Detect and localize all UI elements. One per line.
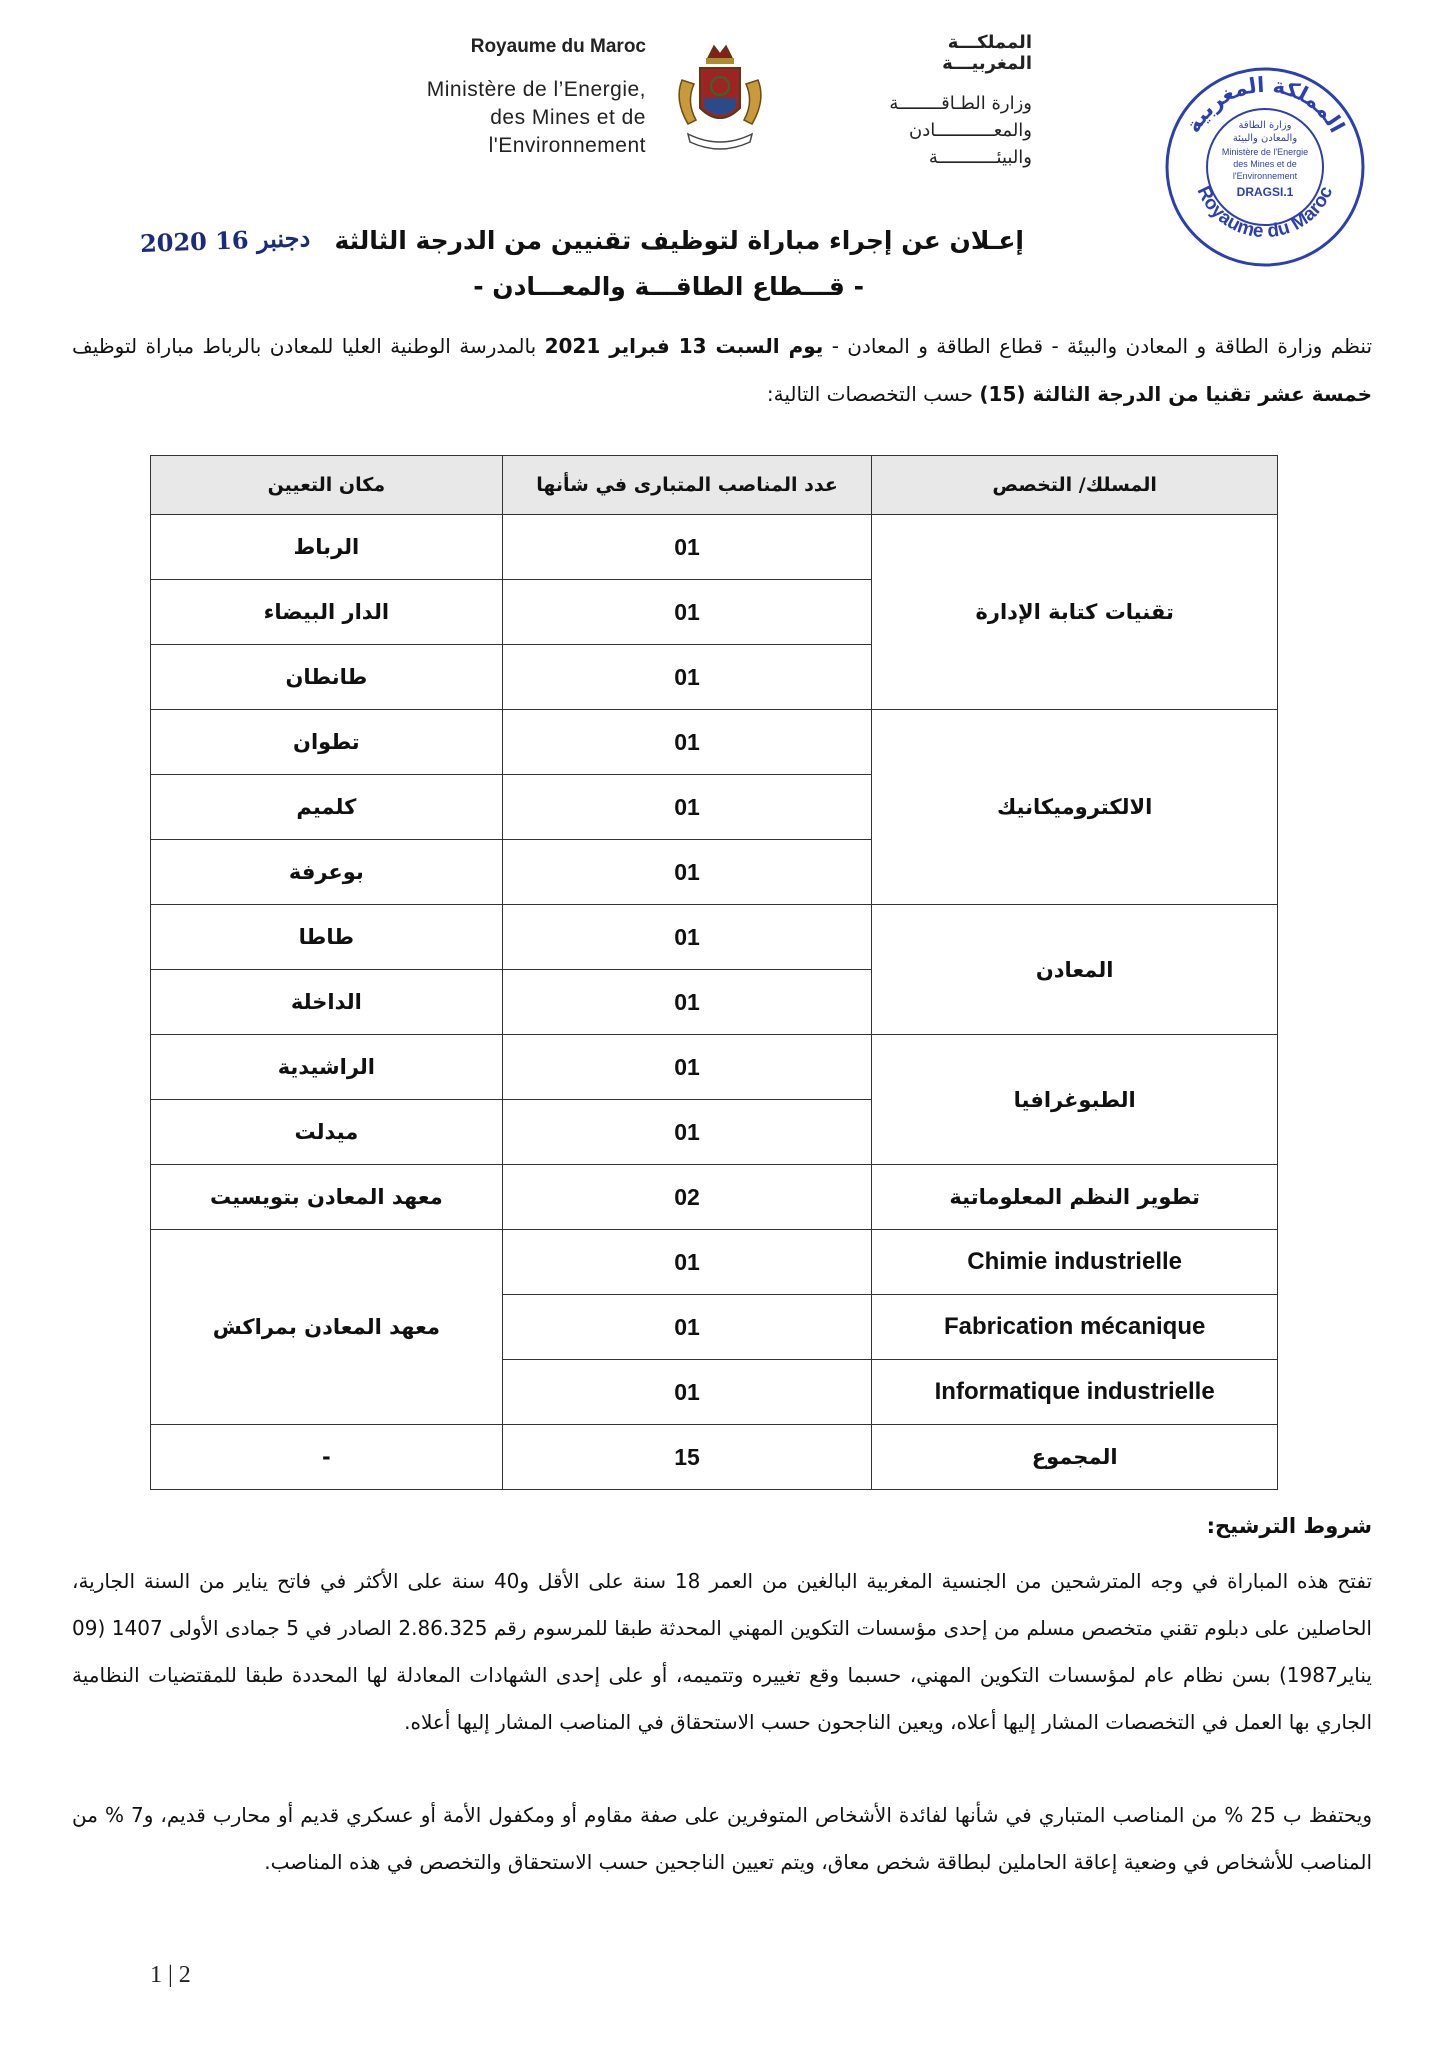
ministry-line-1: Ministère de l’Energie, [426,78,646,101]
count-cell: 01 [502,1295,872,1360]
exam-date: يوم السبت 13 فبراير 2021 [544,334,824,358]
table-row [151,710,1278,775]
specialty-cell: Informatique industrielle [872,1360,1278,1425]
location-cell: بوعرفة [151,840,503,905]
stamp-inner-2: والمعادن والبيئة [1232,133,1298,144]
location-cell: ميدلت [151,1100,503,1165]
ministry-header-fr [400,36,646,160]
ministry-line-3: l'Environnement [488,134,646,157]
stamp-inner-4: des Mines et de [1233,159,1297,169]
count-cell: 01 [502,840,872,905]
announcement-title: إعـلان عن إجراء مباراة لتوظيف تقنيين من الدرجة الثالثة [334,226,1024,255]
location-cell: الرباط [151,515,503,580]
total-count: 15 [502,1425,872,1490]
intro-paragraph [72,322,1372,418]
count-cell: 01 [502,1230,872,1295]
stamp-bottom-text: Royaume du Maroc [1192,183,1338,243]
intro-text-2a: للمعادن بالرباط مباراة لتوظيف [72,334,334,358]
count-cell: 01 [502,1035,872,1100]
intro-text-1a: تنظم وزارة الطاقة و المعادن والبيئة - قطاع الطاقة و المعادن - [831,334,1373,358]
announcement-subtitle: - قـــطاع الطاقـــة والمعـــادن - [473,272,864,301]
conditions-heading: شروط الترشيح: [1206,1514,1372,1538]
location-cell: طانطان [151,645,503,710]
kingdom-name-fr: Royaume du Maroc [470,36,646,57]
header-location: مكان التعيين [151,456,503,515]
table-header-row [151,456,1278,515]
specialty-cell: تطوير النظم المعلوماتية [872,1165,1278,1230]
count-cell: 02 [502,1165,872,1230]
count-cell: 01 [502,970,872,1035]
conditions-paragraph-2: ويحتفظ ب 25 % من المناصب المتباري في شأنها لفائدة الأشخاص المتوفرين على صفة مقاوم أو ومكفول الأمة أو عسكري قديم أو محارب قديم، و7 % من المناصب للأشخاص في وضعية إعاقة الحاملين لبطاقة شخص معاق، ويتم تعيين الناجحين حسب الاستحقاق والتخصص في هذه المناصب. [72,1803,1372,1874]
specialty-cell: تقنيات كتابة الإدارة [872,515,1278,710]
ministry-line-2: des Mines et de [490,106,646,129]
handwritten-date: 2020 16 دجنبر [139,223,311,258]
location-cell: كلميم [151,775,503,840]
count-cell: 01 [502,710,872,775]
table-row [151,1165,1278,1230]
specialty-cell: المعادن [872,905,1278,1035]
header-count: عدد المناصب المتبارى في شأنها [502,456,872,515]
specialty-cell: الطبوغرافيا [872,1035,1278,1165]
table-row [151,515,1278,580]
location-cell: معهد المعادن بتويسيت [151,1165,503,1230]
location-cell: الدار البيضاء [151,580,503,645]
coat-of-arms-icon [660,40,780,160]
positions-table [150,455,1278,1490]
ministry-line-ar-3: والبيئـــــــــــة [928,147,1032,168]
stamp-code: DRAGSI.1 [1236,185,1294,199]
location-cell: الراشيدية [151,1035,503,1100]
total-label: المجموع [872,1425,1278,1490]
count-cell: 01 [502,1360,872,1425]
count-cell: 01 [502,515,872,580]
conditions-paragraph-1: تفتح هذه المباراة في وجه المترشحين من الجنسية المغربية البالغين من العمر 18 سنة على الأقل و40 سنة على الأكثر في فاتح يناير من السنة الجارية، الحاصلين على دبلوم تقني متخصص مسلم من إحدى مؤسسات التكوين المهني المحدثة طبقا للمرسوم رقم 2.86.325 الصادر في 5 جمادى الأولى 1407 (09 يناير1987) بسن نظام عام لمؤسسات التكوين المهني، حسبما وقع تغييره وتتميمه، أو على إحدى الشهادات المعادلة لها المحددة طبقا للمقتضيات النظامية الجاري بها العمل في التخصصات المشار إليها أعلاه، ويعين الناجحون حسب الاستحقاق في المناصب المشار إليها أعلاه. [72,1569,1373,1734]
specialty-cell: Fabrication mécanique [872,1295,1278,1360]
stamp-inner-1: وزارة الطاقة [1238,120,1292,131]
count-cell: 01 [502,645,872,710]
table-row [151,1035,1278,1100]
ministry-line-ar-1: وزارة الطـاقــــــــة [889,93,1032,114]
ministry-header-ar [880,32,1032,171]
count-cell: 01 [502,580,872,645]
header-specialty: المسلك/ التخصص [872,456,1278,515]
count-cell: 01 [502,905,872,970]
stamp-inner-3: Ministère de l'Energie [1221,147,1309,157]
count-cell: 01 [502,775,872,840]
intro-text-1c: بالمدرسة الوطنية العليا [341,334,537,358]
specialty-cell: Chimie industrielle [872,1230,1278,1295]
official-stamp [1160,62,1370,272]
location-cell: طاطا [151,905,503,970]
total-location: - [151,1425,503,1490]
table-row [151,905,1278,970]
location-cell: تطوان [151,710,503,775]
total-row [151,1425,1278,1490]
stamp-inner-5: l'Environnement [1232,171,1298,181]
kingdom-name-ar: المملكـــة المغربيـــة [942,32,1032,74]
positions-count-text: خمسة عشر تقنيا من الدرجة الثالثة (15) [979,382,1372,406]
location-cell: الداخلة [151,970,503,1035]
intro-text-2c: حسب التخصصات التالية: [766,382,974,406]
ministry-line-ar-2: والمعـــــــــــادن [909,120,1032,141]
stamp-top-text: المملكة المغربية [1180,72,1350,137]
page-number: 1 | 2 [150,1962,191,1988]
table-row [151,1230,1278,1295]
location-cell: معهد المعادن بمراكش [151,1230,503,1425]
count-cell: 01 [502,1100,872,1165]
specialty-cell: الالكتروميكانيك [872,710,1278,905]
